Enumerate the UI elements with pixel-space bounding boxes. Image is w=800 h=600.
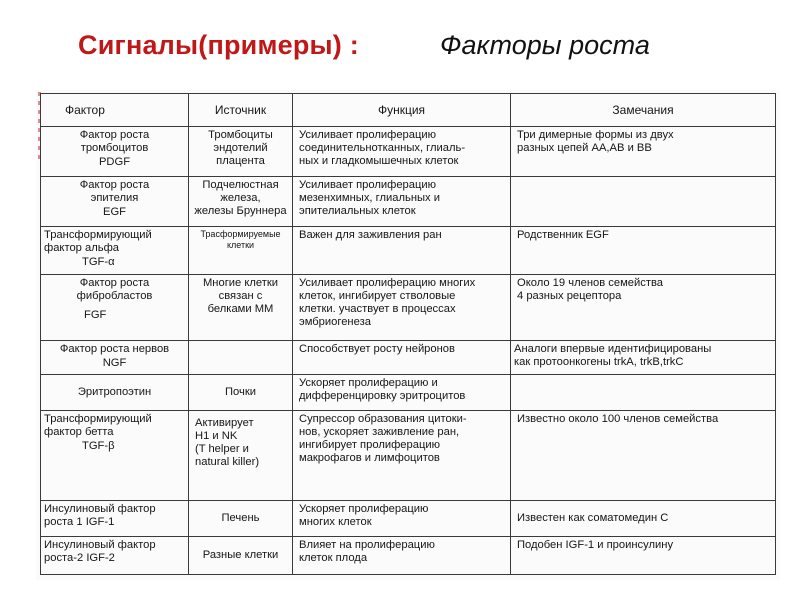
cell-function	[293, 227, 511, 275]
header-factor: Фактор	[41, 94, 189, 127]
slide-title-bar	[0, 26, 800, 70]
cell-function	[293, 537, 511, 575]
source-text: Печень	[221, 512, 260, 524]
table-header-row	[41, 94, 776, 127]
slide-subtitle: Факторы роста	[440, 30, 650, 60]
cell-factor	[41, 177, 189, 227]
cell-notes	[511, 501, 776, 537]
notes-text: Около 19 членов семейства 4 разных рецептора	[517, 277, 664, 302]
cell-function	[293, 411, 511, 501]
table-row	[41, 227, 776, 275]
cell-factor	[41, 501, 189, 537]
cell-factor	[41, 127, 189, 177]
table-row	[41, 341, 776, 375]
cell-function	[293, 177, 511, 227]
cell-notes	[511, 411, 776, 501]
header-notes: Замечания	[511, 94, 776, 127]
cell-factor	[41, 227, 189, 275]
factor-name: Фактор роста нервов	[59, 343, 170, 355]
cell-function	[293, 501, 511, 537]
factor-name: Инсулиновый фактор роста 1 IGF-1	[44, 503, 156, 528]
cell-notes	[511, 275, 776, 341]
factor-abbr: FGF	[84, 309, 107, 321]
notes-text: Родственник EGF	[517, 229, 609, 241]
factor-name: Трансформирующий фактор бетта	[44, 413, 152, 438]
cell-source	[189, 411, 293, 501]
factor-name: Фактор роста фибробластов	[76, 277, 153, 302]
cell-factor	[41, 537, 189, 575]
factor-name: Фактор роста эпителия	[79, 179, 150, 204]
cell-source	[189, 275, 293, 341]
cell-source	[189, 127, 293, 177]
factor-abbr: TGF-β	[82, 440, 115, 452]
function-text: Усиливает пролиферацию мезенхимных, глиальных и эпителиальных клеток	[299, 179, 440, 217]
function-text: Важен для заживления ран	[299, 229, 442, 241]
source-text: Многие клетки связан с белками ММ	[202, 277, 279, 315]
growth-factors-table	[40, 93, 776, 575]
function-text: Ускоряет пролиферацию и дифференцировку эритроцитов	[299, 377, 466, 402]
cell-source	[189, 537, 293, 575]
function-text: Усиливает пролиферацию соединительнотканных, глиаль- ных и гладкомышечных клеток	[299, 129, 466, 167]
header-source: Источник	[189, 94, 293, 127]
factor-abbr: NGF	[102, 357, 127, 369]
cell-notes	[511, 127, 776, 177]
cell-function	[293, 127, 511, 177]
cell-function	[293, 375, 511, 411]
function-text: Влияет на пролиферацию клеток плода	[299, 539, 435, 564]
cell-notes	[511, 227, 776, 275]
table-row	[41, 501, 776, 537]
factor-name: Трансформирующий фактор альфа	[44, 229, 152, 254]
cell-source	[189, 177, 293, 227]
factor-abbr: TGF-α	[82, 256, 115, 268]
header-function: Функция	[293, 94, 511, 127]
table-row	[41, 127, 776, 177]
cell-factor	[41, 341, 189, 375]
table-row	[41, 375, 776, 411]
cell-notes	[511, 177, 776, 227]
factor-abbr: EGF	[103, 206, 126, 218]
function-text: Способствует росту нейронов	[299, 343, 455, 355]
cell-notes	[511, 341, 776, 375]
cell-function	[293, 275, 511, 341]
source-text: Активирует Н1 и NK (T helper и natural killer)	[195, 417, 260, 468]
cell-source	[189, 375, 293, 411]
cell-function	[293, 341, 511, 375]
notes-text: Подобен IGF-1 и проинсулину	[517, 539, 674, 551]
source-text: Разные клетки	[202, 549, 279, 561]
cell-factor	[41, 375, 189, 411]
factor-name: Инсулиновый фактор роста-2 IGF-2	[44, 539, 156, 564]
function-text: Ускоряет пролиферацию многих клеток	[299, 503, 429, 528]
factor-name: Эритропоэтин	[77, 385, 152, 398]
cell-source	[189, 227, 293, 275]
notes-text: Три димерные формы из двух разных цепей АА,АВ и ВВ	[517, 129, 674, 154]
table-row	[41, 177, 776, 227]
source-text: Тромбоциты эндотелий плацента	[208, 129, 273, 167]
table-row	[41, 411, 776, 501]
cell-notes	[511, 375, 776, 411]
source-text: Трасформируемые клетки	[200, 229, 281, 250]
table-row	[41, 537, 776, 575]
cell-source	[189, 341, 293, 375]
factor-name: Фактор роста тромбоцитов	[79, 129, 150, 154]
cell-factor	[41, 411, 189, 501]
function-text: Усиливает пролиферацию многих клеток, ингибирует стволовые клетки. участвует в процессах эмбриогенеза	[299, 277, 476, 328]
cell-notes	[511, 537, 776, 575]
source-text: Подчелюстная железа, железы Бруннера	[194, 179, 287, 217]
notes-text: Известен как соматомедин С	[517, 512, 669, 524]
notes-text: Известно около 100 членов семейства	[517, 413, 719, 425]
function-text: Супрессор образования цитоки- нов, ускоряет заживление ран, ингибирует пролиферацию макрофагов и лимфоцитов	[299, 413, 467, 464]
factor-abbr: PDGF	[98, 156, 131, 168]
slide-title: Сигналы(примеры) :	[78, 30, 359, 60]
table-row	[41, 275, 776, 341]
cell-source	[189, 501, 293, 537]
notes-text: Аналоги впервые идентифицированы как протоонкогены trkA, trkB,trkC	[514, 343, 712, 368]
source-text: Почки	[225, 386, 256, 398]
cell-factor	[41, 275, 189, 341]
